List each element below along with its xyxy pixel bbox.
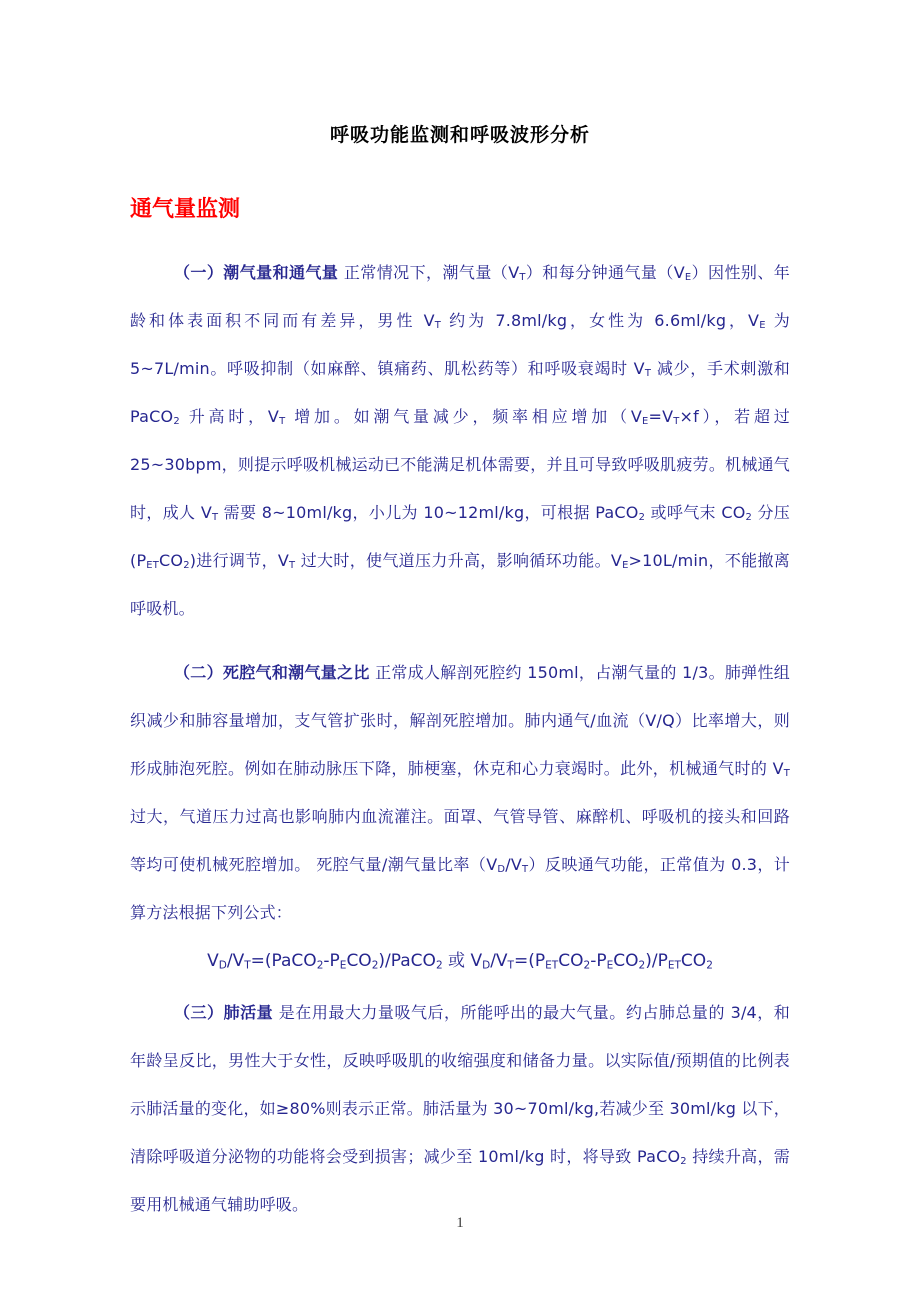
paragraph-vital-capacity-lead: （三）肺活量 (174, 1003, 274, 1022)
page-number: 1 (456, 1215, 464, 1231)
paragraph-vital-capacity-body: 是在用最大力量吸气后，所能呼出的最大气量。约占肺总量的 3/4，和年龄呈反比，男性大于女性，反映呼吸肌的收缩强度和储备力量。以实际值/预期值的比例表示肺活量的变化，如≥80%则表示正常。肺活量为 30~70ml/kg,若减少至 30ml/kg 以下，清除呼吸道分泌物的功能将会受到损害；减少至 10ml/kg 时，将导致 PaCO$_2$ 持续升高，需要用机械通气辅助呼吸。 (130, 1003, 790, 1214)
document-title: 呼吸功能监测和呼吸波形分析 (329, 124, 590, 146)
paragraph-vital-capacity (130, 989, 790, 1229)
paragraph-tidal-volume (130, 249, 790, 633)
paragraph-dead-space-lead: （二）死腔气和潮气量之比 (174, 663, 370, 682)
formula-vd-vt: $V_D/V_T=(PaCO_2-P_ECO_2)/PaCO_2$ 或 $V_D/V_T=(P_{ET}CO_2-P_ECO_2)/P_{ET}CO_2$ (207, 951, 713, 972)
paragraph-tidal-volume-body: 正常情况下，潮气量$(V_T)$和每分钟通气量$(V_E)$因性别、年龄和体表面积不同而有差异，男性 $V_T$ 约为 7.8ml/kg，女性为 6.6ml/kg，$V_E$ 为 5~7L/min。呼吸抑制（如麻醉、镇痛药、肌松药等）和呼吸衰竭时 $V_T$ 减少，手术刺激和 PaCO$_2$ 升高时，$V_T$ 增加。如潮气量减少，频率相应增加$(V_E=V_T\times f)$，若超过 25~30bpm，则提示呼吸机械运动已不能满足机体需要，并且可导致呼吸肌疲劳。机械通气时，成人 $V_T$ 需要 8~10ml/kg，小儿为 10~12ml/kg，可根据 PaCO$_2$ 或呼气末 $CO_2$ 分压$(P_{ET}CO_2)$进行调节，$V_T$ 过大时，使气道压力升高，影响循环功能。$V_E>10L/\min$，不能撤离呼吸机。 (130, 263, 791, 618)
paragraph-dead-space (130, 649, 790, 937)
section-heading: 通气量监测 (130, 197, 241, 222)
paragraph-tidal-volume-lead: （一）潮气量和通气量 (174, 263, 339, 282)
paragraph-dead-space-body: 正常成人解剖死腔约 150ml，占潮气量的 1/3。肺弹性组织减少和肺容量增加，支气管扩张时，解剖死腔增加。肺内通气/血流（V/Q）比率增大，则形成肺泡死腔。例如在肺动脉压下降，肺梗塞，休克和心力衰竭时。此外，机械通气时的 $V_T$ 过大，气道压力过高也影响肺内血流灌注。面罩、气管导管、麻醉机、呼吸机的接头和回路等均可使机械死腔增加。 死腔气量/潮气量比率$(V_D/V_T)$反映通气功能，正常值为 0.3，计算方法根据下列公式： (130, 663, 790, 922)
